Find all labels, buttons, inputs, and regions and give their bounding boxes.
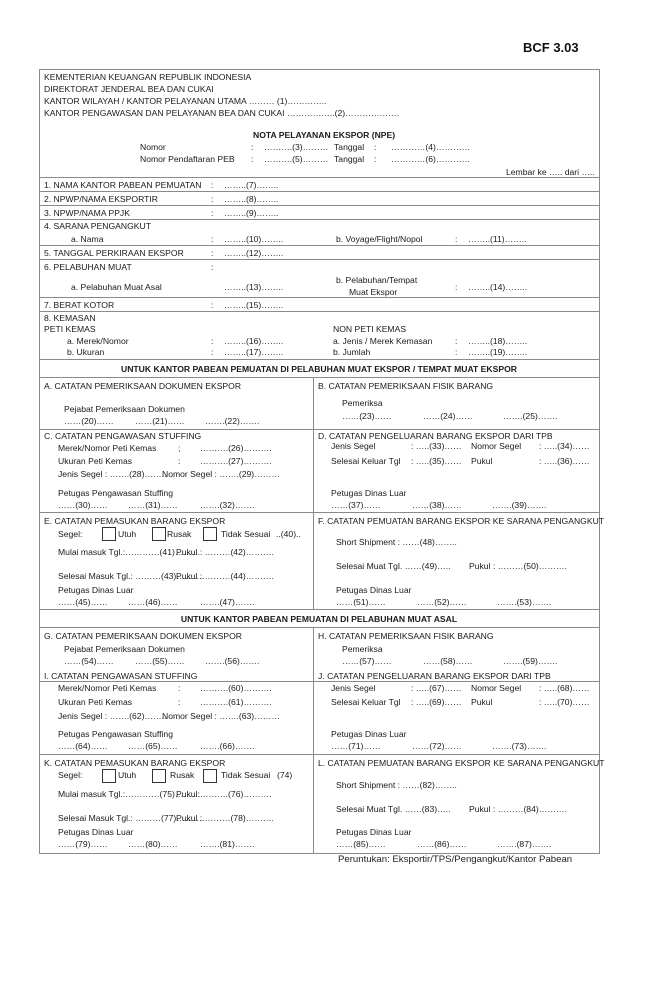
field-79[interactable]: ……(79)…… [58,839,108,849]
document-title: NOTA PELAYANAN EKSPOR (NPE) [253,130,396,140]
peb-number-field[interactable]: ……….(5)……… [264,154,329,164]
e-option-tidak-sesuai: Tidak Sesuai [221,529,271,539]
field-5-label: 5. TANGGAL PERKIRAAN EKSPOR [44,248,184,258]
field-68[interactable]: : …..(68)…… [539,683,590,693]
field-65[interactable]: ……(65)…… [128,741,178,751]
field-36[interactable]: : …..(36)…… [539,456,590,466]
field-6a-label: a. Pelabuhan Muat Asal [71,282,162,292]
nomor-field[interactable]: ……….(3)……… [264,142,329,152]
e-checkbox-tidak-sesuai[interactable] [203,527,217,541]
field-37[interactable]: ……(37)…… [331,500,381,510]
divider [39,297,599,298]
field-74: (74) [277,770,293,780]
field-47[interactable]: …….(47)……. [200,597,255,607]
field-83[interactable]: Selesai Muat Tgl. ……(83)….. [336,804,451,814]
peb-number-label: Nomor Pendaftaran PEB [140,154,235,164]
field-26[interactable]: ……….(26)………. [200,443,272,453]
k-option-tidak-sesuai: Tidak Sesuai [221,770,271,780]
field-5-value[interactable]: ……..(12)…….. [224,248,284,258]
field-57[interactable]: ……(57)…… [342,656,392,666]
form-code: BCF 3.03 [523,40,579,55]
field-55[interactable]: ……(55)…… [135,656,185,666]
k-checkbox-utuh[interactable] [102,769,116,783]
divider [39,259,599,260]
field-4a-colon: : [211,234,214,244]
field-48[interactable]: Short Shipment : ……(48)…….. [336,537,457,547]
field-51[interactable]: ……(51)…… [336,597,386,607]
tanggal-label: Tanggal [334,142,365,152]
field-24[interactable]: ……(24)…… [423,411,473,421]
field-35[interactable]: : …..(35)…… [411,456,462,466]
field-4a-label: a. Nama [71,234,104,244]
field-6-colon: : [211,262,214,272]
field-58[interactable]: ……(58)…… [423,656,473,666]
section-f-sub: Petugas Dinas Luar [336,585,412,595]
divider [39,754,599,755]
field-87[interactable]: …….(87)……. [497,839,552,849]
field-1-colon: : [211,180,214,190]
field-6b-label: b. Pelabuhan/Tempat [336,275,418,285]
field-40: ..(40).. [276,529,301,539]
k-option-utuh: Utuh [118,770,137,780]
non-peti-kemas-heading: NON PETI KEMAS [333,324,407,334]
d-seal-number-label: Nomor Segel [471,441,522,451]
section-j-sub: Petugas Dinas Luar [331,729,407,739]
field-1-label: 1. NAMA KANTOR PABEAN PEMUATAN [44,180,202,190]
field-6-label: 6. PELABUHAN MUAT [44,262,132,272]
field-32[interactable]: …….(32)……. [200,500,255,510]
k-checkbox-tidak-sesuai[interactable] [203,769,217,783]
field-2-label: 2. NPWP/NAMA EKSPORTIR [44,194,158,204]
field-30[interactable]: ……(30)…… [58,500,108,510]
field-28[interactable]: Jenis Segel : …….(28)…….. [58,469,167,479]
divider [39,681,599,682]
field-6b-colon: : [455,282,458,292]
field-61[interactable]: ……….(61)………. [200,697,272,707]
field-31[interactable]: ……(31)…… [128,500,178,510]
section-e-title: E. CATATAN PEMASUKAN BARANG EKSPOR [44,516,226,526]
field-44[interactable]: Pukul : ………(44)………. [176,571,274,581]
field-80[interactable]: ……(80)…… [128,839,178,849]
field-39[interactable]: …….(39)……. [492,500,547,510]
field-52[interactable]: ……(52)…… [417,597,467,607]
d-time-label: Pukul [471,456,493,466]
k-seal-label: Segel: [58,770,83,780]
field-66[interactable]: …….(66)……. [200,741,255,751]
c-size-colon: : [178,456,181,466]
section-g-sub: Pejabat Pemeriksaan Dokumen [64,644,185,654]
section-i-title: I. CATATAN PENGAWASAN STUFFING [44,671,198,681]
section-j-title: J. CATATAN PENGELUARAN BARANG EKSPOR DARI TPB [318,671,551,681]
field-64[interactable]: ……(64)…… [58,741,108,751]
field-75[interactable]: Mulai masuk Tgl.:…………(75)……… [58,789,201,799]
field-27[interactable]: ……….(27)………. [200,456,272,466]
field-86[interactable]: ……(86)…… [417,839,467,849]
field-7-label: 7. BERAT KOTOR [44,300,115,310]
tanggal-field[interactable]: …………(4)………… [391,142,471,152]
field-56[interactable]: …….(56)……. [205,656,260,666]
section-g-title: G. CATATAN PEMERIKSAAN DOKUMEN EKSPOR [44,631,243,641]
field-5-colon: : [211,248,214,258]
j-time-label: Pukul [471,697,493,707]
field-63[interactable]: Nomor Segel : …….(63)……… [162,711,280,721]
field-7-colon: : [211,300,214,310]
field-8c-label: a. Jenis / Merek Kemasan [333,336,433,346]
section-h-sub: Pemeriksa [342,644,383,654]
field-34[interactable]: : …..(34)…… [539,441,590,451]
j-seal-number-label: Nomor Segel [471,683,522,693]
section-i-sub: Petugas Pengawasan Stuffing [58,729,173,739]
field-6b-value[interactable]: ……..(14)…….. [468,282,528,292]
divider [39,429,599,430]
k-checkbox-rusak[interactable] [152,769,166,783]
field-3-colon: : [211,208,214,218]
field-8d-value[interactable]: ……..(19)…….. [468,347,528,357]
divider [39,359,599,360]
peti-kemas-heading: PETI KEMAS [44,324,96,334]
field-82[interactable]: Short Shipment : ……(82)…….. [336,780,457,790]
field-2-value[interactable]: ……..(8)…….. [224,194,279,204]
field-53[interactable]: …….(53)……. [497,597,552,607]
column-divider [313,627,314,853]
field-73[interactable]: …….(73)……. [492,741,547,751]
section-f-title: F. CATATAN PEMUATAN BARANG EKSPOR KE SARANA PENGANGKUT [318,516,605,526]
section-a-title: A. CATATAN PEMERIKSAAN DOKUMEN EKSPOR [44,381,242,391]
nomor-colon: : [251,142,254,152]
field-60[interactable]: ……….(60)………. [200,683,272,693]
peb-date-field[interactable]: …………(6)………… [391,154,471,164]
e-checkbox-rusak[interactable] [152,527,166,541]
field-50[interactable]: Pukul : ………(50)………. [469,561,567,571]
sheet-number: Lembar ke ….. dari ….. [506,167,595,177]
c-container-label: Merek/Nomor Peti Kemas [58,443,157,453]
field-8b-label: b. Ukuran [67,347,105,357]
e-seal-label: Segel: [58,529,83,539]
peb-date-colon: : [374,154,377,164]
section-e-sub: Petugas Dinas Luar [58,585,134,595]
field-72[interactable]: ……(72)…… [412,741,462,751]
section-b-title: B. CATATAN PEMERIKSAAN FISIK BARANG [318,381,494,391]
field-8a-value[interactable]: ……..(16)…….. [224,336,284,346]
field-7-value[interactable]: ……..(15)…….. [224,300,284,310]
field-78[interactable]: Pukul : ………(78)………. [176,813,274,823]
j-seal-type-label: Jenis Segel [331,683,376,693]
divider [39,191,599,192]
field-8-label: 8. KEMASAN [44,313,96,323]
c-size-label: Ukuran Peti Kemas [58,456,133,466]
section-k-sub: Petugas Dinas Luar [58,827,134,837]
divider [39,512,599,513]
field-8a-colon: : [211,336,214,346]
c-container-colon: ; [178,443,181,453]
field-70[interactable]: : …..(70)…… [539,697,590,707]
field-8b-colon: : [211,347,214,357]
e-checkbox-utuh[interactable] [102,527,116,541]
field-67[interactable]: : …..(67)…… [411,683,462,693]
i-size-colon: : [178,697,181,707]
field-3-value[interactable]: ……..(9)…….. [224,208,279,218]
field-4b-label: b. Voyage/Flight/Nopol [336,234,423,244]
divider [39,177,599,178]
section-origin-port-title: UNTUK KANTOR PABEAN PEMUATAN DI PELABUHAN MUAT ASAL [180,614,458,624]
field-8c-colon: : [455,336,458,346]
directorate-line: DIREKTORAT JENDERAL BEA DAN CUKAI [44,84,214,94]
divider [39,219,599,220]
tanggal-colon: : [374,142,377,152]
section-export-port-title: UNTUK KANTOR PABEAN PEMUATAN DI PELABUHAN MUAT EKSPOR / TEMPAT MUAT EKSPOR [121,364,517,374]
e-option-rusak: Rusak [167,529,192,539]
divider [39,245,599,246]
field-77[interactable]: Selesai Masuk Tgl.: ………(77)………. [58,813,205,823]
ministry-line: KEMENTERIAN KEUANGAN REPUBLIK INDONESIA [44,72,252,82]
j-exit-date-label: Selesai Keluar Tgl [331,697,401,707]
field-21[interactable]: ……(21)…… [135,416,185,426]
nomor-label: Nomor [140,142,166,152]
divider [39,609,599,610]
field-84[interactable]: Pukul : ………(84)………. [469,804,567,814]
divider [39,205,599,206]
field-46[interactable]: ……(46)…… [128,597,178,607]
field-38[interactable]: ……(38)…… [412,500,462,510]
field-49[interactable]: Selesai Muat Tgl. ……(49)….. [336,561,451,571]
section-b-sub: Pemeriksa [342,398,383,408]
column-divider [313,377,314,609]
field-8b-value[interactable]: ……..(17)…….. [224,347,284,357]
field-22[interactable]: …….(22)……. [205,416,260,426]
divider [39,627,599,628]
section-c-sub: Petugas Pengawasan Stuffing [58,488,173,498]
field-23[interactable]: ……(23)…… [342,411,392,421]
field-4a-value[interactable]: ……..(10)…….. [224,234,284,244]
i-container-colon: : [178,683,181,693]
section-l-title: L. CATATAN PEMUATAN BARANG EKSPOR KE SARANA PENGANGKUT [318,758,605,768]
section-c-title: C. CATATAN PENGAWASAN STUFFING [44,431,202,441]
field-85[interactable]: ……(85)…… [336,839,386,849]
field-4b-value[interactable]: ……..(11)…….. [468,234,527,244]
field-8a-label: a. Merek/Nomor [67,336,129,346]
field-76[interactable]: Pukul:……….(76)………. [176,789,272,799]
k-option-rusak: Rusak [170,770,195,780]
field-29[interactable]: Nomor Segel : …….(29)……… [162,469,280,479]
field-8d-colon: : [455,347,458,357]
divider [39,311,599,312]
divider [39,377,599,378]
peb-date-label: Tanggal [334,154,365,164]
field-3-label: 3. NPWP/NAMA PPJK [44,208,130,218]
section-h-title: H. CATATAN PEMERIKSAAN FISIK BARANG [318,631,494,641]
field-41[interactable]: Mulai masuk Tgl.:…………(41)……… [58,547,201,557]
field-20[interactable]: ……(20)…… [64,416,114,426]
field-59[interactable]: …….(59)……. [503,656,558,666]
distribution-note: Peruntukan: Eksportir/TPS/Pengangkut/Kantor Pabean [338,854,573,865]
field-42[interactable]: Pukul : ………(42)………. [176,547,274,557]
field-4-label: 4. SARANA PENGANGKUT [44,221,151,231]
section-d-title: D. CATATAN PENGELUARAN BARANG EKSPOR DARI TPB [318,431,553,441]
regional-office-line: KANTOR WILAYAH / KANTOR PELAYANAN UTAMA ……… (1)………….. [44,96,327,106]
i-size-label: Ukuran Peti Kemas [58,697,133,707]
d-seal-type-label: Jenis Segel [331,441,376,451]
field-54[interactable]: ……(54)…… [64,656,114,666]
field-4b-colon: : [455,234,458,244]
field-81[interactable]: …….(81)……. [200,839,255,849]
field-8d-label: b. Jumlah [333,347,371,357]
section-k-title: K. CATATAN PEMASUKAN BARANG EKSPOR [44,758,226,768]
field-33[interactable]: : …..(33)…… [411,441,462,451]
section-d-sub: Petugas Dinas Luar [331,488,407,498]
field-1-value[interactable]: ……..(7)…….. [224,180,279,190]
d-exit-date-label: Selesai Keluar Tgl [331,456,401,466]
i-container-label: Merek/Nomor Peti Kemas [58,683,157,693]
field-8c-value[interactable]: ……..(18)…….. [468,336,528,346]
section-a-sub: Pejabat Pemeriksaan Dokumen [64,404,185,414]
field-6b-label-2: Muat Ekspor [349,287,398,297]
peb-number-colon: : [251,154,254,164]
field-69[interactable]: : …..(69)…… [411,697,462,707]
section-l-sub: Petugas Dinas Luar [336,827,412,837]
field-62[interactable]: Jenis Segel : …….(62)…….. [58,711,167,721]
field-45[interactable]: ……(45)…… [58,597,108,607]
supervision-office-line: KANTOR PENGAWASAN DAN PELAYANAN BEA DAN CUKAI ……………..(2)………………. [44,108,400,118]
field-25[interactable]: …….(25)……. [503,411,558,421]
field-2-colon: : [211,194,214,204]
field-71[interactable]: ……(71)…… [331,741,381,751]
field-6a-value[interactable]: ……..(13)…….. [224,282,284,292]
field-43[interactable]: Selesai Masuk Tgl.: ………(43)………. [58,571,205,581]
e-option-utuh: Utuh [118,529,137,539]
